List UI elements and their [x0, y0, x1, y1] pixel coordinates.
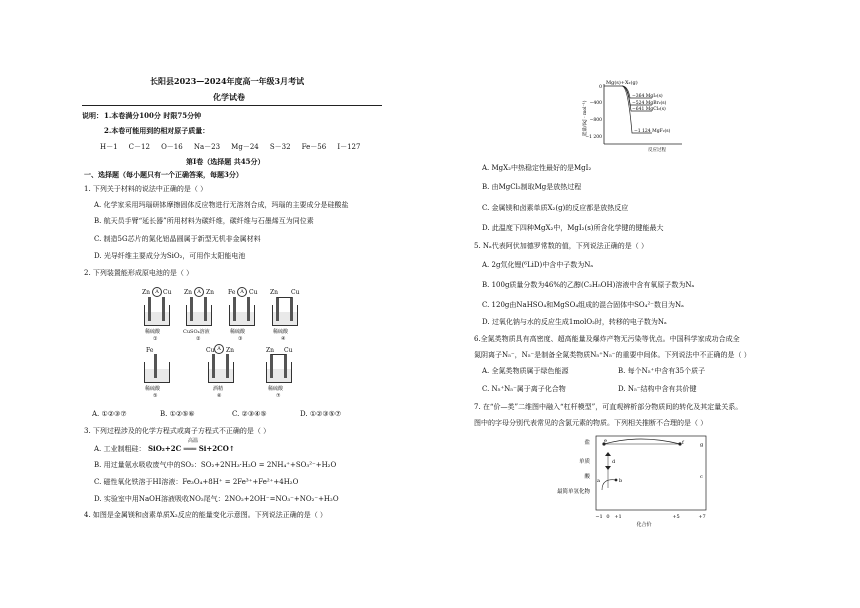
tick-800: −800: [589, 118, 602, 123]
q3-option-d: D. 实验室中用NaOH溶液吸收NO₂尾气：2NO₂+2OH⁻=NO₃⁻+NO₂⁻+H₂O: [94, 495, 339, 503]
section1-intro: 一、选择题（每小题只有一个正确答案，每题3分）: [84, 170, 243, 179]
point-f: f: [682, 440, 684, 446]
apparatus-number: ④: [281, 336, 286, 342]
curve-ab: [602, 480, 616, 490]
level-mgbr2: −524 MgBr₂(s): [632, 101, 667, 106]
q3-option-a: A. 工业制粗硅：: [94, 445, 146, 453]
electrode-icon: [276, 297, 279, 321]
electrode-icon: [233, 297, 236, 321]
y-cat-salt: 盐: [584, 440, 590, 446]
y-axis-label: 能量/(kJ · mol⁻¹): [583, 100, 588, 136]
instructions-label: 说明：: [82, 111, 103, 120]
ammeter-icon: A: [194, 287, 204, 297]
q4-option-a: A. MgX₂中热稳定性最好的是MgI₂: [482, 164, 592, 172]
instructions-line1: 1.本卷满分100分 时限75分钟: [104, 111, 202, 120]
header-rule: [82, 105, 382, 106]
plot-frame: [596, 436, 706, 510]
q7-stem-line1: 7. 在“价—类”二维图中融入“杠杆模型”，可直观辨析部分物质间的转化及其定量关系。: [474, 403, 743, 411]
tick-1200: −1 200: [585, 135, 602, 140]
electrode-icon: [290, 297, 293, 321]
electrode-label: Cu: [249, 289, 258, 296]
electrode-icon: [204, 297, 207, 321]
q2-option-d: D. ①②③⑤⑦: [300, 410, 342, 418]
level-mgcl2: −641 MgCl₂(s): [632, 107, 666, 112]
atomic-masses: H－1 C－12 O－16 Na－23 Mg－24 S－32 Fe－56 I－127: [100, 143, 361, 151]
tick-0: 0: [599, 85, 602, 90]
y-cat-element: 单质: [578, 459, 590, 465]
q3-condition: 高温: [188, 438, 199, 444]
q7-stem-line2: 图中的字母分别代表常见的含氯元素的物质。下列相关推断不合理的是（ ）: [474, 419, 708, 427]
y-cat-acid: 酸: [584, 474, 590, 480]
q1-stem: 1. 下列关于材料的说法中正确的是（ ）: [84, 185, 208, 193]
solution-label: 稀硫酸: [145, 329, 161, 335]
q4-option-d: D. 此温度下四种MgX₂中，MgI₂(s)所含化学键的键能最大: [482, 224, 664, 232]
electrode-label: Zn: [266, 347, 275, 354]
x-axis-label: 反应过程: [648, 148, 666, 153]
electrode-label: Zn: [226, 347, 235, 354]
electrode-icon: [270, 354, 273, 378]
q1-option-a: A. 化学家采用玛瑙研钵摩擦固体反应物进行无溶剂合成，玛瑙的主要成分是硅酸盐: [94, 201, 349, 209]
apparatus-number: ①: [153, 336, 158, 342]
chart-title: Mg(s)+X₂(g): [606, 80, 638, 86]
q2-option-b: B. ①②⑤⑥: [160, 410, 195, 418]
q4-stem: 4. 如图是金属镁和卤素单质X₂反应的能量变化示意图。下列说法正确的是（ ）: [84, 511, 327, 519]
q5-option-c: C. 120g由NaHSO₄和MgSO₄组成的混合固体中SO₄²⁻数目为Nₐ: [482, 301, 684, 309]
x-tick: 0: [606, 514, 610, 520]
electrode-label: Zn: [270, 289, 279, 296]
q4-energy-diagram: [582, 78, 692, 154]
point-e: e: [604, 438, 607, 444]
apparatus-number: ⑥: [217, 393, 222, 399]
electrode-icon: [190, 297, 193, 321]
electrode-icon: [212, 354, 215, 378]
wire: [271, 354, 286, 355]
q3-option-b: B. 用过量氨水吸收废气中的SO₂：SO₂+2NH₃·H₂O = 2NH₄⁺+SO₃²⁻+H₂O: [94, 461, 337, 469]
q3-stem: 3. 下列过程涉及的化学方程式或离子方程式不正确的是（ ）: [84, 427, 271, 435]
q1-option-b: B. 航天员手臂“延长器”所用材料为碳纤维，碳纤维与石墨烯互为同位素: [94, 217, 314, 225]
instructions-line2: 2.本卷可能用到的相对原子质量：: [104, 126, 210, 135]
exam-subtitle: 化学试卷: [213, 92, 245, 102]
electrode-label: Zn: [206, 289, 215, 296]
level-mgi2: −364 MgI₂(s): [632, 94, 663, 99]
electrode-icon: [247, 297, 250, 321]
q2-stem: 2. 下列装置能形成原电池的是（ ）: [84, 269, 194, 277]
x-tick: +1: [614, 514, 622, 520]
electrode-label: Cu: [163, 289, 172, 296]
electrode-icon: [154, 354, 157, 378]
level-mgf2: −1 124 MgF₂(s): [634, 129, 671, 134]
exam-title: 长阳县2023—2024年度高一年级3月考试: [150, 76, 305, 86]
electrode-label: Fe: [146, 347, 154, 354]
x-tick: +7: [698, 514, 706, 520]
q5-option-d: D. 过氧化钠与水的反应生成1molO₂时，转移的电子数为Nₐ: [482, 318, 667, 326]
q1-option-c: C. 制造5G芯片的氮化铝晶圆属于新型无机非金属材料: [94, 235, 261, 243]
q6-stem-line2: 氮阴离子N₅⁻，N₅⁻是制备全氮类物质N₅⁺N₅⁻的重要中间体。下列说法中不正确的是（ ）: [474, 351, 751, 359]
x-axis-label: 化合价: [636, 522, 652, 528]
electrode-icon: [226, 354, 229, 378]
solution-label: 稀硫酸: [230, 329, 246, 335]
q2-option-c: C. ②③④⑤: [232, 410, 267, 418]
tick-400: −400: [589, 101, 602, 106]
apparatus-number: ⑤: [153, 393, 158, 399]
q5-option-a: A. 2g氘化锂(⁶LiD)中含中子数为Nₐ: [482, 261, 594, 269]
point-d: d: [612, 459, 616, 465]
point-g: g: [700, 442, 704, 448]
apparatus-number: ③: [238, 336, 243, 342]
solution-label: 稀硫酸: [145, 386, 161, 392]
q6-option-c: C. N₅⁺N₅⁻属于离子化合物: [482, 385, 566, 393]
solution-label: 酒精: [213, 386, 224, 392]
point-b: b: [619, 478, 623, 484]
electrode-label: Zn: [142, 289, 151, 296]
q2-option-a: A. ①②③⑦: [92, 410, 127, 418]
q1-option-d: D. 光导纤维主要成分为SiO₂，可用作太阳能电池: [94, 252, 246, 260]
beaker-icon: [144, 362, 170, 383]
electrode-label: Cu: [284, 347, 293, 354]
electrode-icon: [284, 354, 287, 378]
q6-stem-line1: 6.全氮类物质具有高密度、超高能量及爆炸产物无污染等优点。中国科学家成功合成全: [474, 335, 740, 343]
ammeter-icon: A: [237, 287, 247, 297]
q3-option-c: C. 磁性氧化铁溶于HI溶液：Fe₃O₄+8H⁺ = 2Fe³⁺+Fe²⁺+4H₂O: [94, 478, 299, 486]
apparatus-number: ②: [196, 336, 201, 342]
wire: [277, 297, 292, 298]
electrode-label: Zn: [184, 289, 193, 296]
q6-option-b: B. 每个N₅⁺中含有35个质子: [618, 367, 706, 375]
q4-option-b: B. 由MgCl₂制取Mg是放热过程: [482, 183, 582, 191]
q4-option-c: C. 金属镁和卤素单质X₂(g)的反应都是放热反应: [482, 204, 629, 212]
q6-option-d: D. N₅⁻结构中含有共价键: [618, 385, 697, 393]
x-tick: +5: [672, 514, 680, 520]
q6-option-a: A. 全氮类物质属于绿色能源: [482, 367, 569, 375]
solution-label: 稀硫酸: [273, 329, 289, 335]
electrode-label: Fe: [228, 289, 236, 296]
ammeter-icon: A: [152, 287, 162, 297]
q5-stem: 5. Nₐ代表阿伏加德罗常数的值，下列说法正确的是（ ）: [474, 242, 648, 250]
apparatus-number: ⑦: [276, 393, 281, 399]
solution-label: 稀硫酸: [268, 386, 284, 392]
y-cat-hydride: 最简单氢化物: [556, 489, 590, 495]
electrode-label: Cu: [206, 347, 215, 354]
section1-heading: 第Ⅰ卷（选择题 共45分）: [186, 157, 265, 166]
electrode-icon: [148, 297, 151, 321]
point-b-marker: [615, 479, 618, 482]
point-c: c: [700, 474, 703, 480]
fulcrum-icon: [605, 452, 611, 456]
q5-option-b: B. 100g质量分数为46%的乙醇(C₂H₅OH)溶液中含有氧原子数为Nₐ: [482, 281, 695, 289]
x-tick: −1: [595, 514, 603, 520]
q3-option-a-equation: SiO₂+2C ═══ Si+2CO↑: [148, 444, 235, 453]
q7-valence-class-diagram: [540, 432, 716, 528]
electrode-label: Cu: [291, 289, 300, 296]
ammeter-icon: A: [214, 344, 224, 354]
fulcrum-icon: [605, 466, 611, 470]
point-a: a: [597, 478, 600, 484]
electrode-icon: [162, 297, 165, 321]
solution-label: CuSO₄溶液: [183, 329, 210, 335]
lever-arc: [604, 439, 680, 444]
